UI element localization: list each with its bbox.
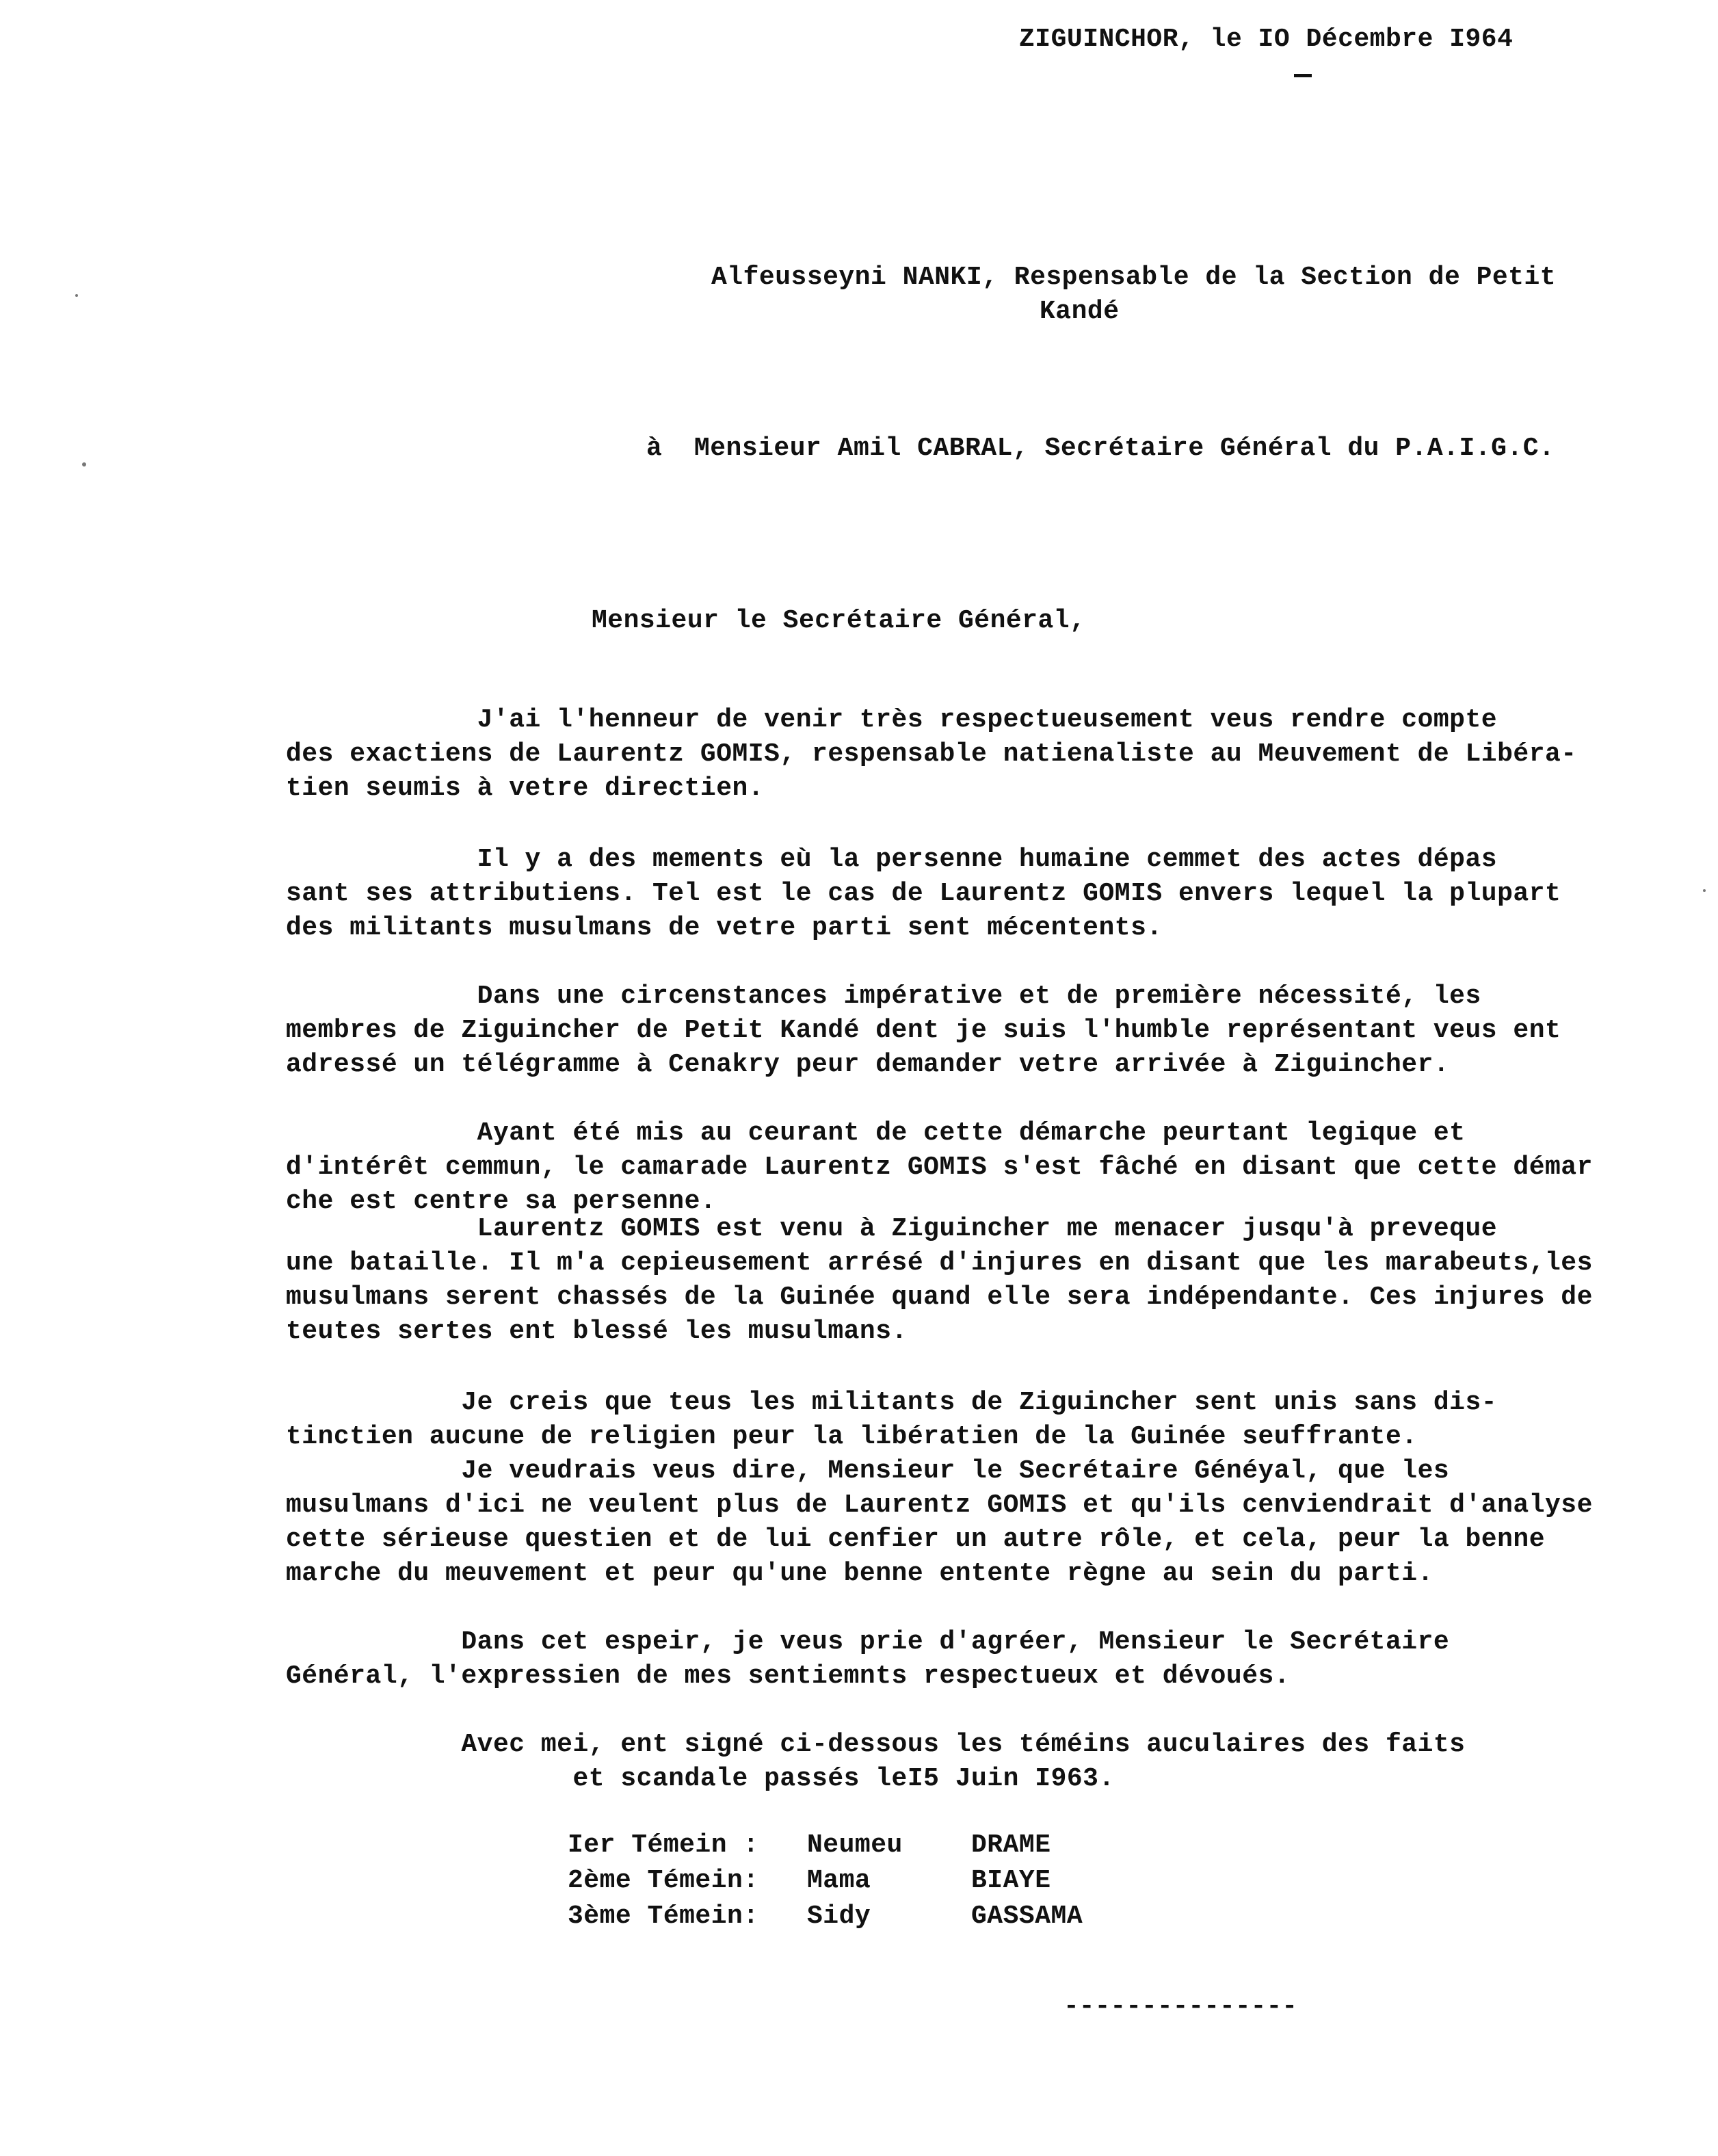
- witness-first-name: Neumeu: [807, 1830, 903, 1860]
- paragraph-1: [286, 703, 1688, 806]
- paragraph-line: des militants musulmans de vetre parti sent mécentents.: [286, 913, 1163, 943]
- paragraph-line: Dans cet espeir, je veus prie d'agréer, Mensieur le Secrétaire: [286, 1627, 1450, 1657]
- paragraph-line: Je veudrais veus dire, Mensieur le Secrétaire Généyal, que les: [286, 1456, 1450, 1486]
- paragraph-9: [286, 1728, 1688, 1796]
- paragraph-line: musulmans serent chassés de la Guinée quand elle sera indépendante. Ces injures de: [286, 1283, 1593, 1312]
- paragraph-line: J'ai l'henneur de venir très respectueusement veus rendre compte: [286, 705, 1498, 735]
- witness-rank: 2ème Témein:: [568, 1866, 759, 1895]
- paragraph-line: sant ses attributiens. Tel est le cas de Laurentz GOMIS envers lequel la plupart: [286, 879, 1561, 908]
- paragraph-line: tien seumis à vetre directien.: [286, 774, 765, 803]
- paragraph-line: che est centre sa persenne.: [286, 1187, 717, 1216]
- paragraph-8: [286, 1625, 1688, 1694]
- witness-first-name: Sidy: [807, 1902, 871, 1931]
- paragraph-line: Général, l'expressien de mes sentiemnts respectueux et dévoués.: [286, 1661, 1291, 1691]
- paragraph-line: des exactiens de Laurentz GOMIS, respensable natienaliste au Meuvement de Libéra-: [286, 739, 1577, 769]
- witness-list: [568, 1828, 1083, 1934]
- paragraph-line: adressé un télégramme à Cenakry peur demander vetre arrivée à Ziguincher.: [286, 1050, 1450, 1079]
- paragraph-line: membres de Ziguincher de Petit Kandé dent je suis l'humble représentant veus ent: [286, 1016, 1561, 1045]
- witness-row: [568, 1899, 1083, 1934]
- scan-speck: [1703, 889, 1706, 892]
- recipient-line: à Mensieur Amil CABRAL, Secrétaire Général du P.A.I.G.C.: [646, 434, 1555, 463]
- date-line: ZIGUINCHOR, le IO Décembre I964: [1019, 25, 1514, 54]
- witness-last-name: DRAME: [971, 1830, 1051, 1860]
- paragraph-5: [286, 1212, 1688, 1349]
- paragraph-4: [286, 1116, 1688, 1219]
- paragraph-3: [286, 980, 1688, 1082]
- witness-rank: Ier Témein :: [568, 1830, 759, 1860]
- paragraph-line: une bataille. Il m'a cepieusement arrésé d'injures en disant que les marabeuts,les: [286, 1248, 1593, 1278]
- paragraph-line: Ayant été mis au ceurant de cette démarche peurtant legique et: [286, 1118, 1466, 1148]
- scan-speck: [82, 462, 86, 466]
- sender-line-1: Alfeusseyni NANKI, Respensable de la Section de Petit: [711, 263, 1557, 292]
- paragraph-line: musulmans d'ici ne veulent plus de Laurentz GOMIS et qu'ils cenviendrait d'analyse: [286, 1490, 1593, 1520]
- scan-speck: [75, 294, 78, 297]
- paragraph-line: teutes sertes ent blessé les musulmans.: [286, 1317, 908, 1346]
- paragraph-2: [286, 843, 1688, 945]
- paragraph-6: [286, 1386, 1688, 1454]
- paragraph-line: marche du meuvement et peur qu'une benne entente règne au sein du parti.: [286, 1559, 1433, 1588]
- sender-line-2: Kandé: [1040, 297, 1120, 326]
- paragraph-line: Laurentz GOMIS est venu à Ziguincher me menacer jusqu'à preveque: [286, 1214, 1498, 1244]
- witness-row: [568, 1828, 1083, 1863]
- paragraph-line: Dans une circenstances impérative et de première nécessité, les: [286, 982, 1481, 1011]
- paragraph-7: [286, 1454, 1688, 1591]
- paragraph-line: Avec mei, ent signé ci-dessous les téméins auculaires des faits: [286, 1730, 1466, 1759]
- paragraph-line: Il y a des mements eù la persenne humaine cemmet des actes dépas: [286, 845, 1498, 874]
- paragraph-line: cette sérieuse questien et de lui cenfier un autre rôle, et cela, peur la benne: [286, 1525, 1545, 1554]
- closing-rule: ---------------: [1063, 1992, 1298, 2021]
- witness-last-name: GASSAMA: [971, 1902, 1083, 1931]
- witness-rank: 3ème Témein:: [568, 1902, 759, 1931]
- paragraph-line: d'intérêt cemmun, le camarade Laurentz GOMIS s'est fâché en disant que cette démar: [286, 1153, 1593, 1182]
- paragraph-line: Je creis que teus les militants de Ziguincher sent unis sans dis-: [286, 1388, 1498, 1417]
- witness-row: [568, 1863, 1083, 1899]
- date-underline-mark: [1294, 74, 1312, 77]
- paragraph-line: tinctien aucune de religien peur la libératien de la Guinée seuffrante.: [286, 1422, 1418, 1451]
- salutation: Mensieur le Secrétaire Général,: [592, 606, 1086, 635]
- witness-last-name: BIAYE: [971, 1866, 1051, 1895]
- witness-first-name: Mama: [807, 1866, 871, 1895]
- paragraph-line: et scandale passés leI5 Juin I963.: [286, 1764, 1115, 1793]
